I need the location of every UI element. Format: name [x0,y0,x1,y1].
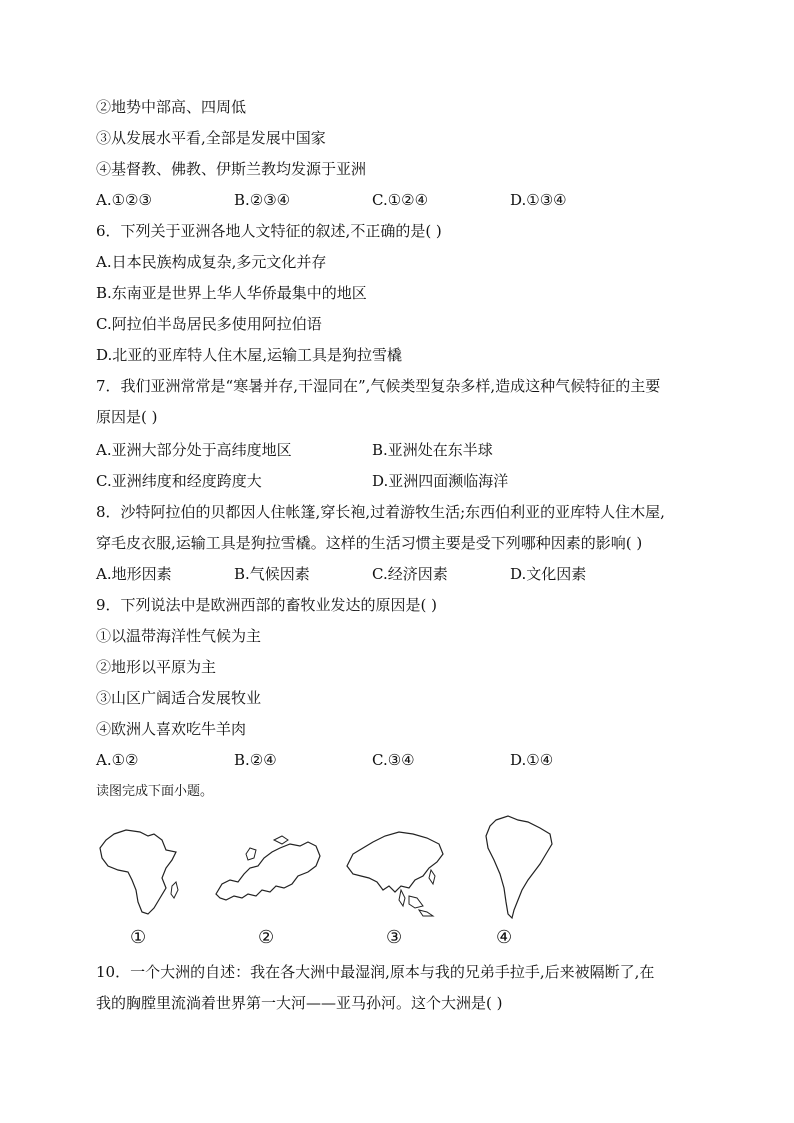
map-label-1: ① [130,927,147,948]
q9-item-2: ②地形以平原为主 [96,658,217,676]
q9-option-b: B.②④ [234,751,277,769]
asia-outline-map [343,826,447,918]
q9-item-3: ③山区广阔适合发展牧业 [96,689,262,707]
q8-option-a: A.地形因素 [96,565,172,583]
q7-option-d: D.亚洲四面濒临海洋 [372,472,509,490]
q5-option-d: D.①③④ [510,191,567,209]
q9-item-1: ①以温带海洋性气候为主 [96,627,262,645]
q5-item-4: ④基督教、佛教、伊斯兰教均发源于亚洲 [96,160,367,178]
q10-stem-line2: 我的胸膛里流淌着世界第一大河——亚马孙河。这个大洲是( ) [96,994,503,1012]
q8-option-c: C.经济因素 [372,565,448,583]
q5-item-3: ③从发展水平看,全部是发展中国家 [96,129,326,147]
q9-item-4: ④欧洲人喜欢吃牛羊肉 [96,720,247,738]
map-label-2: ② [258,927,275,948]
q6-option-b: B.东南亚是世界上华人华侨最集中的地区 [96,284,367,302]
q5-option-c: C.①②④ [372,191,429,209]
south-america-outline-map [482,814,556,922]
q6-option-c: C.阿拉伯半岛居民多使用阿拉伯语 [96,315,322,333]
q8-option-d: D.文化因素 [510,565,587,583]
q9-option-d: D.①④ [510,751,554,769]
q6-option-d: D.北亚的亚库特人住木屋,运输工具是狗拉雪橇 [96,346,403,364]
q9-stem: 9．下列说法中是欧洲西部的畜牧业发达的原因是( ) [96,596,438,614]
q7-option-b: B.亚洲处在东半球 [372,441,493,459]
q7-stem-line1: 7．我们亚洲常常是“寒暑并存,干湿同在”,气候类型复杂多样,造成这种气候特征的主要 [96,377,661,395]
q6-option-a: A.日本民族构成复杂,多元文化并存 [96,253,327,271]
q7-stem-line2: 原因是( ) [96,408,158,426]
q7-option-c: C.亚洲纬度和经度跨度大 [96,472,262,490]
map-label-3: ③ [386,927,403,948]
q8-stem-line1: 8．沙特阿拉伯的贝都因人住帐篷,穿长袍,过着游牧生活;东西伯利亚的亚库特人住木屋, [96,503,665,521]
q5-option-b: B.②③④ [234,191,291,209]
q10-stem-line1: 10．一个大洲的自述：我在各大洲中最湿润,原本与我的兄弟手拉手,后来被隔断了,在 [96,963,655,981]
europe-outline-map [212,832,324,904]
map-label-4: ④ [496,927,513,948]
q9-option-c: C.③④ [372,751,415,769]
africa-outline-map [96,826,188,916]
q7-option-a: A.亚洲大部分处于高纬度地区 [96,441,292,459]
q8-stem-line2: 穿毛皮衣服,运输工具是狗拉雪橇。这样的生活习惯主要是受下列哪种因素的影响( ) [96,534,643,552]
q5-option-a: A.①②③ [96,191,152,209]
q9-option-a: A.①② [96,751,139,769]
q8-option-b: B.气候因素 [234,565,310,583]
figure-instruction: 读图完成下面小题。 [96,784,214,799]
q6-stem: 6．下列关于亚洲各地人文特征的叙述,不正确的是( ) [96,222,442,240]
q5-item-2: ②地势中部高、四周低 [96,98,247,116]
